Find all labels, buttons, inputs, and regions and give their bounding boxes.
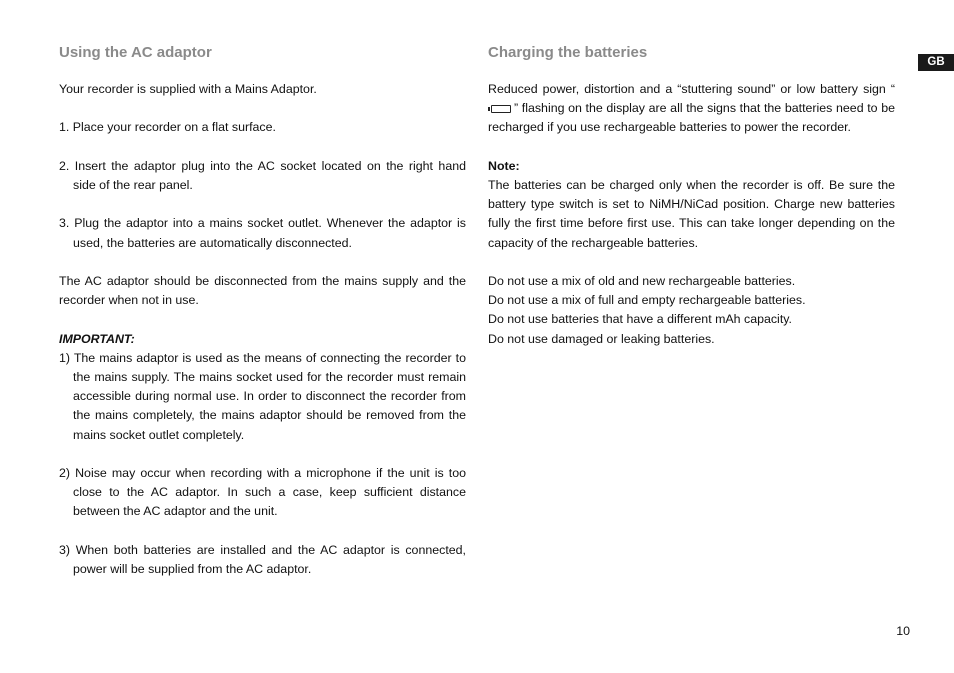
important-item-1: 1) The mains adaptor is used as the means of connecting the recorder to the mains supply. The mains socket used for the recorder must remain accessible during normal use. In order to disconnect the recorder from the mains completely, the mains adaptor should be removed from the mains socket outlet completely. xyxy=(59,350,466,442)
note-text: The batteries can be charged only when the recorder is off. Be sure the battery type switch is set to NiMH/NiCad position. Charge new batteries fully the first time before first use. This can take longer depending on the capacity of the rechargeable batteries. xyxy=(488,178,895,250)
important-item-3: 3) When both batteries are installed and the AC adaptor is connected, power will be supplied from the AC adaptor. xyxy=(59,542,466,576)
language-badge: GB xyxy=(918,54,954,71)
warning-4: Do not use damaged or leaking batteries. xyxy=(488,331,715,346)
charging-intro-after: ” flashing on the display are all the signs that the batteries need to be recharged if you use rechargeable batteries to power the recorder. xyxy=(488,101,895,135)
intro-text: Your recorder is supplied with a Mains Adaptor. xyxy=(59,82,317,96)
battery-icon xyxy=(491,105,511,113)
warning-2: Do not use a mix of full and empty rechargeable batteries. xyxy=(488,293,806,308)
important-label: IMPORTANT: xyxy=(59,331,135,346)
warning-3: Do not use batteries that have a different mAh capacity. xyxy=(488,312,792,327)
step-1: 1. Place your recorder on a flat surface. xyxy=(59,120,276,135)
section-title-charging: Charging the batteries xyxy=(488,44,648,61)
section-title-ac-adaptor: Using the AC adaptor xyxy=(59,44,212,61)
important-item-2: 2) Noise may occur when recording with a microphone if the unit is too close to the AC adaptor. In such a case, keep sufficient distance between the AC adaptor and the unit. xyxy=(59,465,466,519)
warning-1: Do not use a mix of old and new rechargeable batteries. xyxy=(488,274,796,288)
page-number: 10 xyxy=(896,624,910,638)
step-3: 3. Plug the adaptor into a mains socket outlet. Whenever the adaptor is used, the batteries are automatically disconnected. xyxy=(59,216,466,250)
charging-intro xyxy=(488,80,895,138)
left-column xyxy=(59,43,466,579)
right-column xyxy=(488,43,895,349)
charging-intro-before: Reduced power, distortion and a “stuttering sound” or low battery sign “ xyxy=(488,82,895,96)
note-label: Note: xyxy=(488,158,520,173)
disconnect-note: The AC adaptor should be disconnected from the mains supply and the recorder when not in use. xyxy=(59,273,466,308)
step-2: 2. Insert the adaptor plug into the AC socket located on the right hand side of the rear panel. xyxy=(59,158,466,192)
